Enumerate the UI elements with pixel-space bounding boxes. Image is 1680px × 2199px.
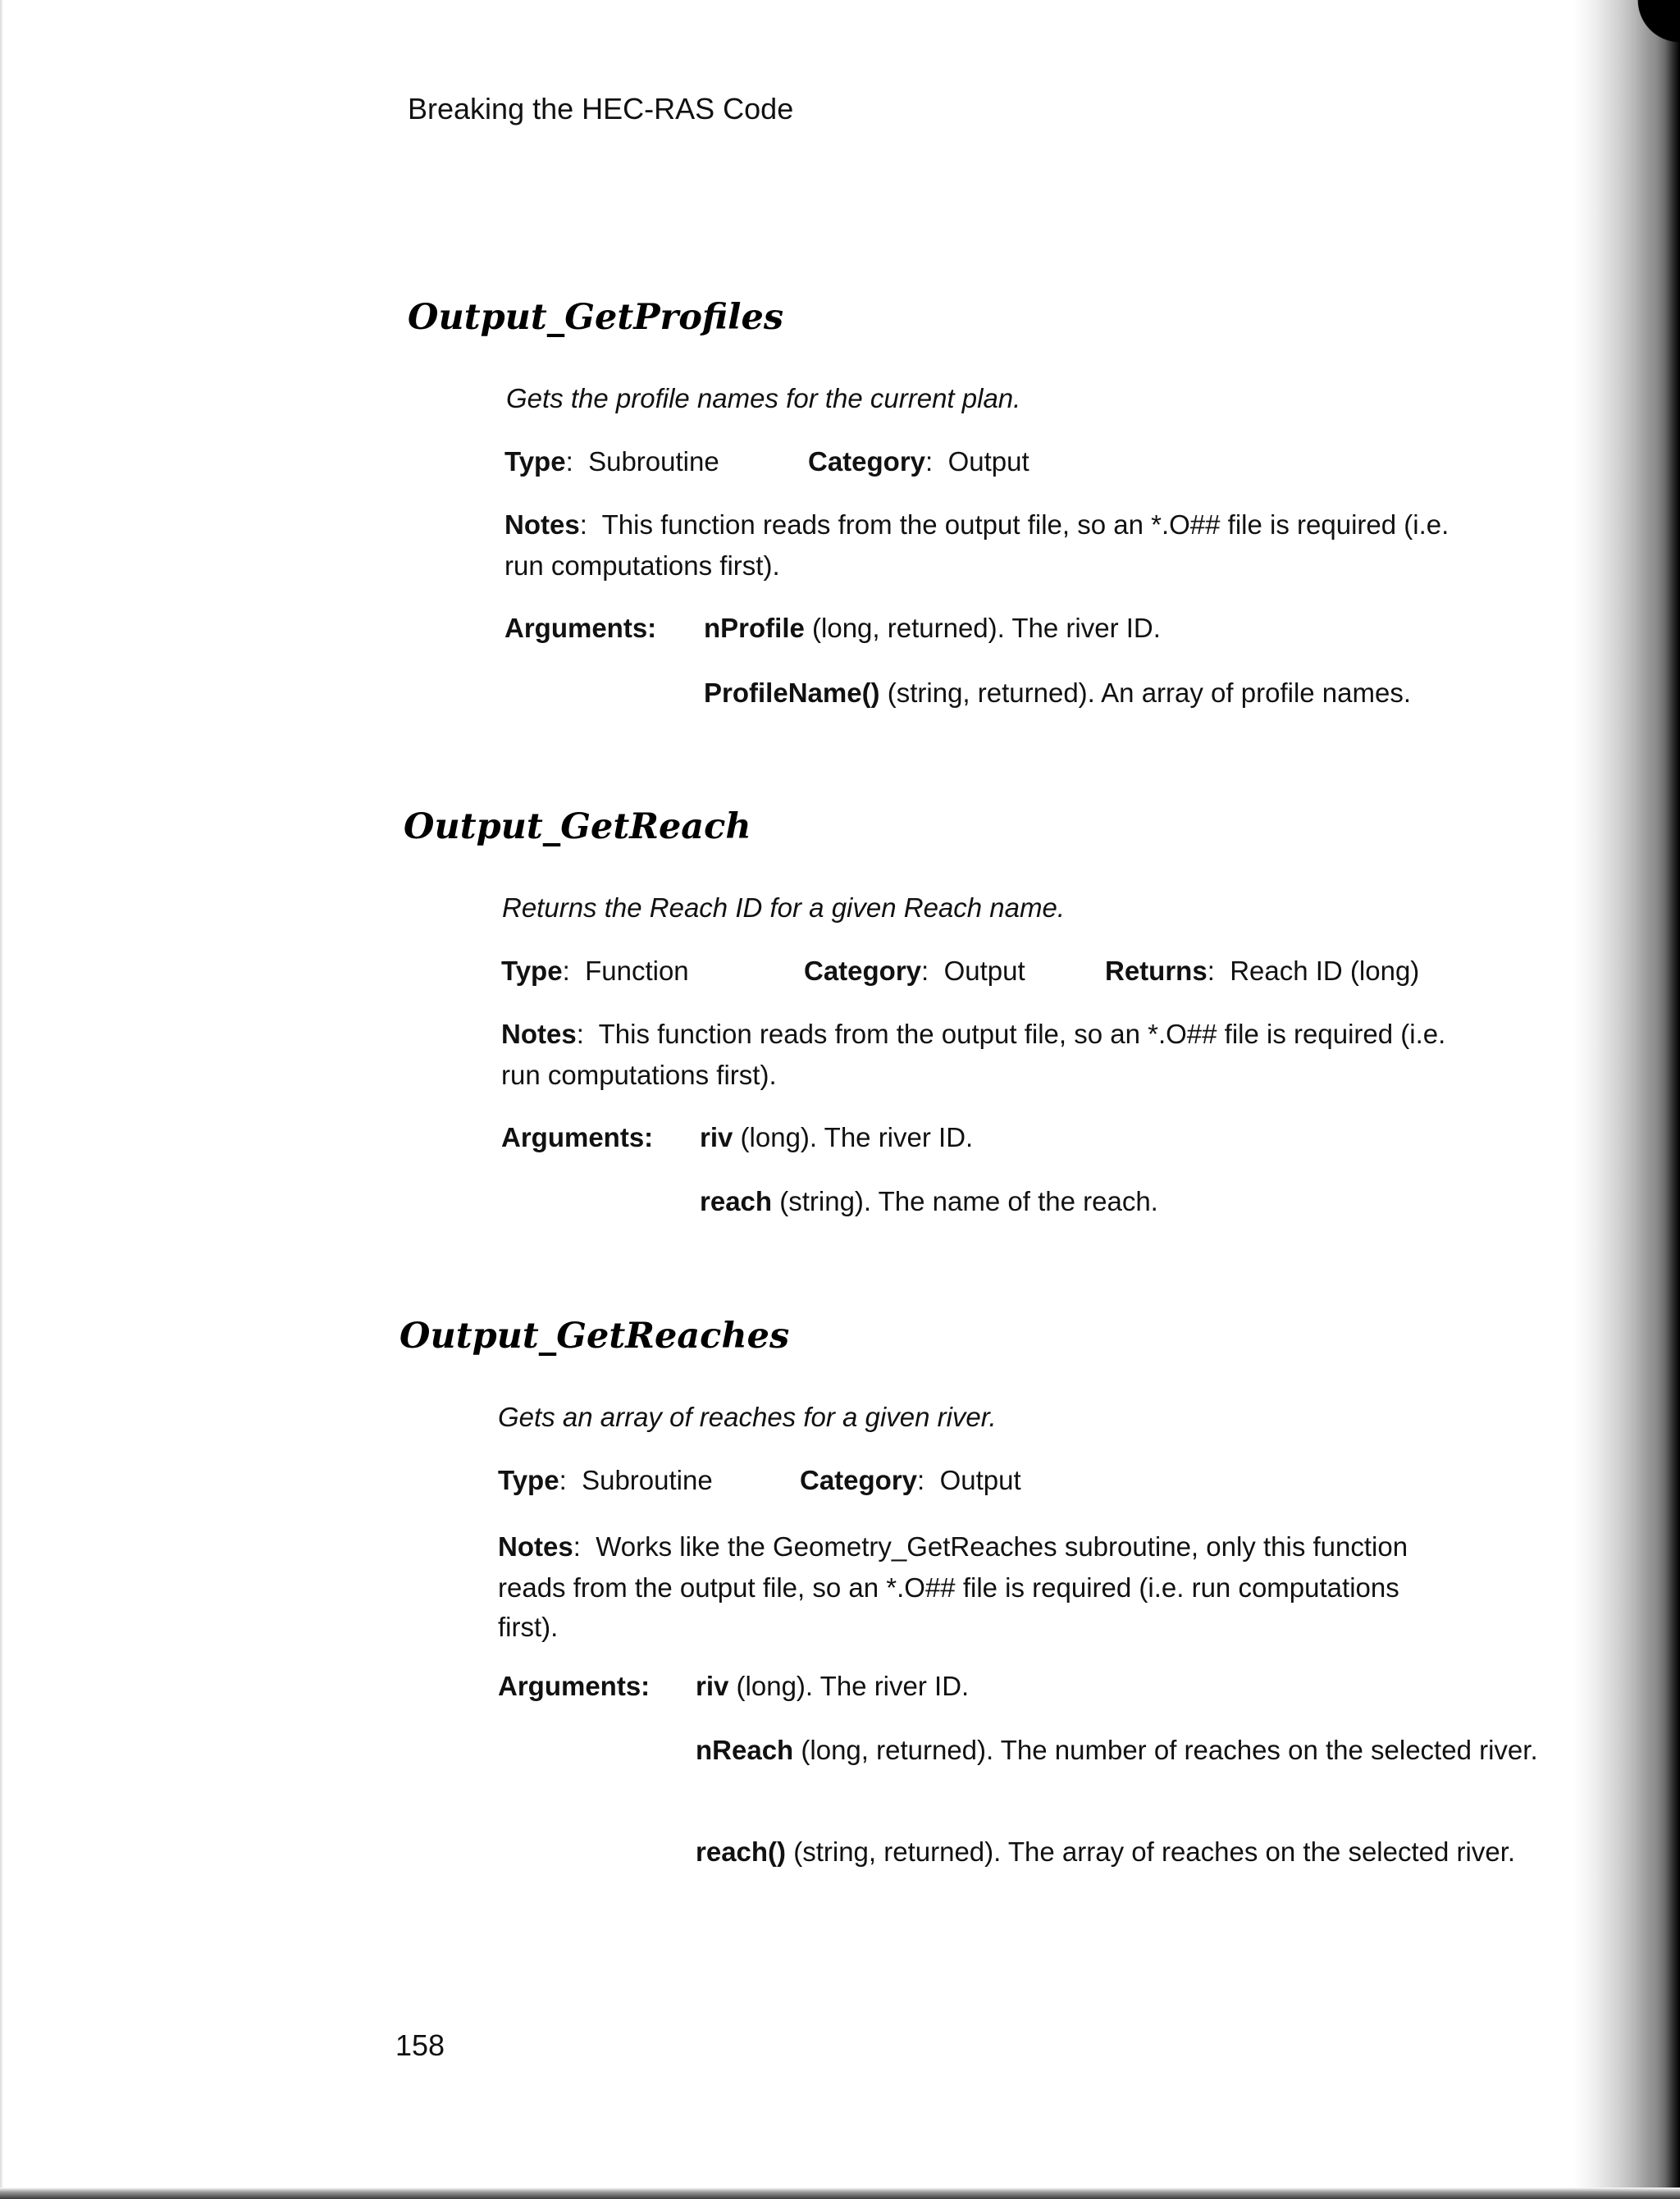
argument-name: reach(): [696, 1836, 787, 1867]
notes-line: Notes: Works like the Geometry_GetReaches subroutine, only this function: [498, 1531, 1408, 1562]
category-label: Category: [804, 956, 922, 986]
category-field: Category: Output: [808, 446, 1029, 477]
arguments-label-text: Arguments:: [498, 1671, 651, 1701]
category-value: Output: [947, 446, 1029, 477]
argument-item: [704, 613, 1161, 644]
notes-line: run computations first).: [504, 550, 780, 581]
binding-shadow: [1573, 0, 1680, 2199]
returns-field: Returns: Reach ID (long): [1105, 956, 1420, 986]
arguments-label: [498, 1671, 650, 1702]
entry-description: Returns the Reach ID for a given Reach name.: [502, 892, 1066, 923]
running-header: Breaking the HEC-RAS Code: [408, 92, 794, 125]
notes-line: run computations first).: [501, 1060, 777, 1090]
argument-text: (long). The river ID.: [740, 1122, 974, 1152]
type-value: Subroutine: [582, 1465, 713, 1495]
arguments-label-text: Arguments:: [504, 613, 657, 643]
notes-line: first).: [498, 1612, 559, 1642]
argument-name: nReach: [696, 1735, 794, 1765]
arguments-label: [504, 613, 656, 644]
returns-label: Returns: [1105, 956, 1208, 986]
page-number: 158: [395, 2028, 445, 2062]
type-field: Type: Subroutine: [504, 446, 719, 477]
page-left-edge: [0, 0, 3, 2199]
notes-text: This function reads from the output file, so an *.O## file is required (i.e.: [598, 1019, 1446, 1049]
argument-name: riv: [696, 1671, 729, 1701]
notes-line: reads from the output file, so an *.O## file is required (i.e. run computations: [498, 1572, 1399, 1603]
notes-label: Notes: [498, 1531, 573, 1562]
returns-value: Reach ID (long): [1230, 956, 1420, 986]
type-field: Type: Function: [501, 956, 689, 986]
argument-text: (long). The river ID.: [736, 1671, 970, 1701]
type-label: Type: [504, 446, 566, 477]
category-field: Category: Output: [804, 956, 1025, 986]
notes-line: Notes: This function reads from the output file, so an *.O## file is required (i.e.: [501, 1019, 1446, 1049]
type-label: Type: [498, 1465, 559, 1495]
argument-name: reach: [700, 1186, 773, 1216]
argument-item: [696, 1671, 969, 1702]
category-value: Output: [939, 1465, 1021, 1495]
entry-title: Output_GetProfiles: [408, 297, 784, 338]
notes-label: Notes: [501, 1019, 577, 1049]
entry-description: Gets an array of reaches for a given river.: [498, 1402, 997, 1432]
type-label: Type: [501, 956, 563, 986]
argument-item: [700, 1122, 973, 1153]
argument-text: (string). The name of the reach.: [779, 1186, 1158, 1216]
notes-line: Notes: This function reads from the output file, so an *.O## file is required (i.e.: [504, 509, 1449, 540]
arguments-label-text: Arguments:: [501, 1122, 654, 1152]
argument-item: [696, 1832, 1606, 1872]
type-value: Subroutine: [588, 446, 719, 477]
argument-item: [700, 1186, 1158, 1217]
entry-description: Gets the profile names for the current plan.: [506, 383, 1021, 413]
entry-title: Output_GetReach: [404, 806, 751, 847]
notes-label: Notes: [504, 509, 580, 540]
argument-name: riv: [700, 1122, 733, 1152]
page-bottom-edge: [0, 2188, 1680, 2199]
argument-text: (long, returned). The river ID.: [812, 613, 1161, 643]
notes-text: Works like the Geometry_GetReaches subroutine, only this function: [596, 1531, 1408, 1562]
argument-name: nProfile: [704, 613, 805, 643]
argument-item: [704, 677, 1411, 709]
category-label: Category: [808, 446, 926, 477]
category-field: Category: Output: [800, 1465, 1021, 1495]
argument-text: (string, returned). The array of reaches on the selected river.: [793, 1836, 1516, 1867]
argument-text: (long, returned). The number of reaches on the selected river.: [801, 1735, 1538, 1765]
entry-title: Output_GetReaches: [399, 1316, 790, 1357]
argument-name: ProfileName(): [704, 677, 880, 708]
arguments-label: [501, 1122, 653, 1153]
notes-text: This function reads from the output file, so an *.O## file is required (i.e.: [601, 509, 1449, 540]
argument-item: [696, 1731, 1573, 1770]
binding-corner-shadow: [1631, 0, 1680, 49]
category-value: Output: [943, 956, 1025, 986]
argument-text: (string, returned). An array of profile names.: [887, 677, 1412, 708]
type-field: Type: Subroutine: [498, 1465, 713, 1495]
type-value: Function: [585, 956, 689, 986]
category-label: Category: [800, 1465, 918, 1495]
